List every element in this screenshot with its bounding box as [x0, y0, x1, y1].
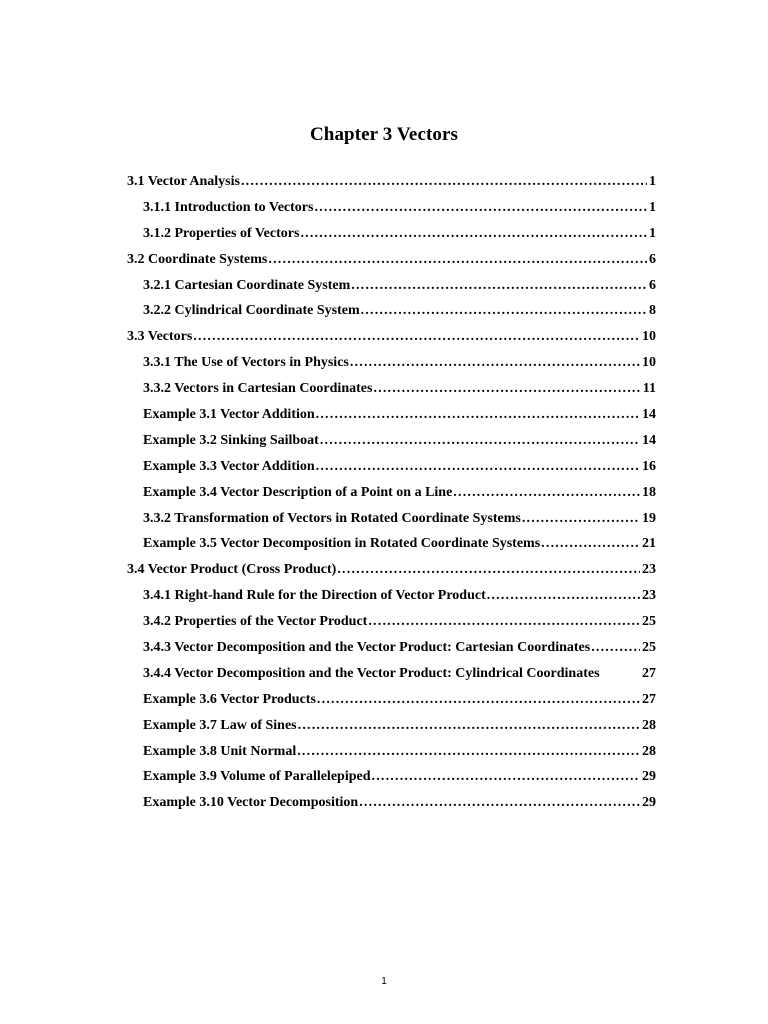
- toc-entry-title: 3.4.2 Properties of the Vector Product: [143, 614, 368, 630]
- toc-entry-page-number: 10: [642, 355, 656, 371]
- toc-entry-page-number: 8: [649, 303, 656, 319]
- toc-entry[interactable]: [127, 433, 656, 459]
- toc-entry-title: 3.4.3 Vector Decomposition and the Vector Product: Cartesian Coordinates: [143, 640, 591, 656]
- toc-entry[interactable]: [127, 252, 656, 278]
- toc-entry[interactable]: [127, 303, 656, 329]
- toc-entry-page-number: 25: [642, 614, 656, 630]
- toc-entry-title: 3.4.1 Right-hand Rule for the Direction of Vector Product: [143, 588, 486, 604]
- toc-entry[interactable]: [127, 485, 656, 511]
- toc-entry-title: 3.3.2 Transformation of Vectors in Rotated Coordinate Systems: [143, 510, 521, 526]
- toc-entry-page-number: 6: [649, 251, 656, 267]
- toc-entry-page-number: 19: [642, 510, 656, 526]
- toc-entry[interactable]: [127, 511, 656, 537]
- chapter-title: Chapter 3 Vectors: [309, 124, 459, 145]
- toc-dot-leader: [359, 795, 640, 811]
- toc-entry-page-number: 11: [642, 381, 656, 397]
- toc-dot-leader: [522, 511, 640, 527]
- toc-entry-page-number: 1: [649, 174, 656, 189]
- toc-dot-leader: [368, 614, 640, 630]
- toc-dot-leader: [350, 355, 640, 371]
- toc-entry[interactable]: [127, 355, 656, 381]
- toc-entry-page-number: 18: [642, 484, 656, 500]
- toc-dot-leader: [337, 562, 640, 578]
- toc-entry-page-number: 1: [649, 225, 656, 241]
- toc-entry-title: Example 3.7 Law of Sines: [143, 717, 297, 733]
- toc-dot-leader: [487, 588, 640, 604]
- toc-entry-title: Example 3.1 Vector Addition: [143, 407, 315, 423]
- toc-entry[interactable]: [127, 640, 656, 666]
- toc-entry[interactable]: [127, 666, 656, 692]
- toc-entry[interactable]: [127, 536, 656, 562]
- toc-dot-leader: [241, 174, 647, 190]
- toc-entry-page-number: 16: [642, 458, 656, 474]
- toc-entry[interactable]: [127, 278, 656, 304]
- toc-entry-title: 3.2.2 Cylindrical Coordinate System: [143, 303, 360, 319]
- toc-entry-title: Example 3.5 Vector Decomposition in Rotated Coordinate Systems: [143, 536, 541, 552]
- toc-dot-leader: [300, 226, 647, 242]
- toc-dot-leader: [317, 692, 640, 708]
- table-of-contents: [127, 174, 656, 821]
- toc-entry-title: 3.1.1 Introduction to Vectors: [143, 199, 314, 215]
- toc-entry-page-number: 10: [642, 329, 656, 345]
- toc-entry-page-number: 29: [642, 795, 656, 811]
- toc-entry[interactable]: [127, 744, 656, 770]
- toc-dot-leader: [351, 278, 647, 294]
- toc-entry-title: Example 3.3 Vector Addition: [143, 458, 315, 474]
- toc-entry-page-number: 29: [642, 769, 656, 785]
- toc-entry-title: Example 3.4 Vector Description of a Point on a Line: [143, 484, 453, 500]
- toc-entry[interactable]: [127, 795, 656, 821]
- toc-entry-page-number: 27: [642, 691, 656, 707]
- toc-entry[interactable]: [127, 718, 656, 744]
- toc-dot-leader: [361, 303, 647, 319]
- toc-entry-title: Example 3.10 Vector Decomposition: [143, 795, 359, 811]
- toc-entry-page-number: 28: [642, 743, 656, 759]
- toc-entry-page-number: 28: [642, 717, 656, 733]
- toc-entry-page-number: 6: [649, 277, 656, 293]
- toc-entry-title: 3.3.2 Vectors in Cartesian Coordinates: [143, 381, 373, 397]
- toc-entry[interactable]: [127, 459, 656, 485]
- toc-entry[interactable]: [127, 407, 656, 433]
- toc-dot-leader: [314, 200, 647, 216]
- toc-entry-title: Example 3.8 Unit Normal: [143, 743, 297, 759]
- toc-entry-page-number: 25: [642, 640, 656, 656]
- toc-entry-page-number: 23: [642, 588, 656, 604]
- toc-dot-leader: [316, 407, 640, 423]
- toc-entry-title: 3.2 Coordinate Systems: [127, 251, 268, 267]
- toc-dot-leader: [268, 252, 647, 268]
- toc-dot-leader: [591, 640, 640, 656]
- toc-entry-title: Example 3.2 Sinking Sailboat: [143, 432, 319, 448]
- toc-entry-title: 3.4 Vector Product (Cross Product): [127, 562, 337, 578]
- toc-dot-leader: [373, 381, 640, 397]
- toc-entry[interactable]: [127, 562, 656, 588]
- toc-entry[interactable]: [127, 692, 656, 718]
- toc-dot-leader: [541, 536, 640, 552]
- toc-entry-page-number: 23: [642, 562, 656, 578]
- toc-entry[interactable]: [127, 226, 656, 252]
- toc-entry[interactable]: [127, 381, 656, 407]
- toc-entry-title: 3.4.4 Vector Decomposition and the Vector Product: Cylindrical Coordinates: [143, 665, 600, 681]
- toc-dot-leader: [298, 718, 640, 734]
- toc-entry[interactable]: [127, 174, 656, 200]
- toc-dot-leader: [316, 459, 640, 475]
- toc-entry-title: 3.3.1 The Use of Vectors in Physics: [143, 355, 349, 371]
- toc-entry-title: 3.1.2 Properties of Vectors: [143, 225, 300, 241]
- toc-entry[interactable]: [127, 614, 656, 640]
- toc-entry-page-number: 27: [642, 665, 656, 681]
- toc-dot-leader: [372, 769, 641, 785]
- toc-entry[interactable]: [127, 769, 656, 795]
- toc-entry-page-number: 14: [642, 407, 656, 423]
- toc-entry[interactable]: [127, 588, 656, 614]
- toc-entry-title: Example 3.6 Vector Products: [143, 691, 316, 707]
- toc-entry-page-number: 21: [642, 536, 656, 552]
- toc-dot-leader: [453, 485, 640, 501]
- toc-dot-leader: [297, 744, 640, 760]
- toc-entry-title: Example 3.9 Volume of Parallelepiped: [143, 769, 371, 785]
- toc-entry-title: 3.3 Vectors: [127, 329, 193, 345]
- toc-dot-leader: [320, 433, 640, 449]
- toc-entry[interactable]: [127, 200, 656, 226]
- toc-entry-page-number: 1: [649, 199, 656, 215]
- toc-entry-title: 3.2.1 Cartesian Coordinate System: [143, 277, 351, 293]
- toc-entry[interactable]: [127, 329, 656, 355]
- toc-dot-leader: [193, 329, 640, 345]
- toc-entry-page-number: 14: [642, 432, 656, 448]
- toc-entry-title: 3.1 Vector Analysis: [127, 174, 240, 189]
- footer-page-number: 1: [381, 976, 387, 987]
